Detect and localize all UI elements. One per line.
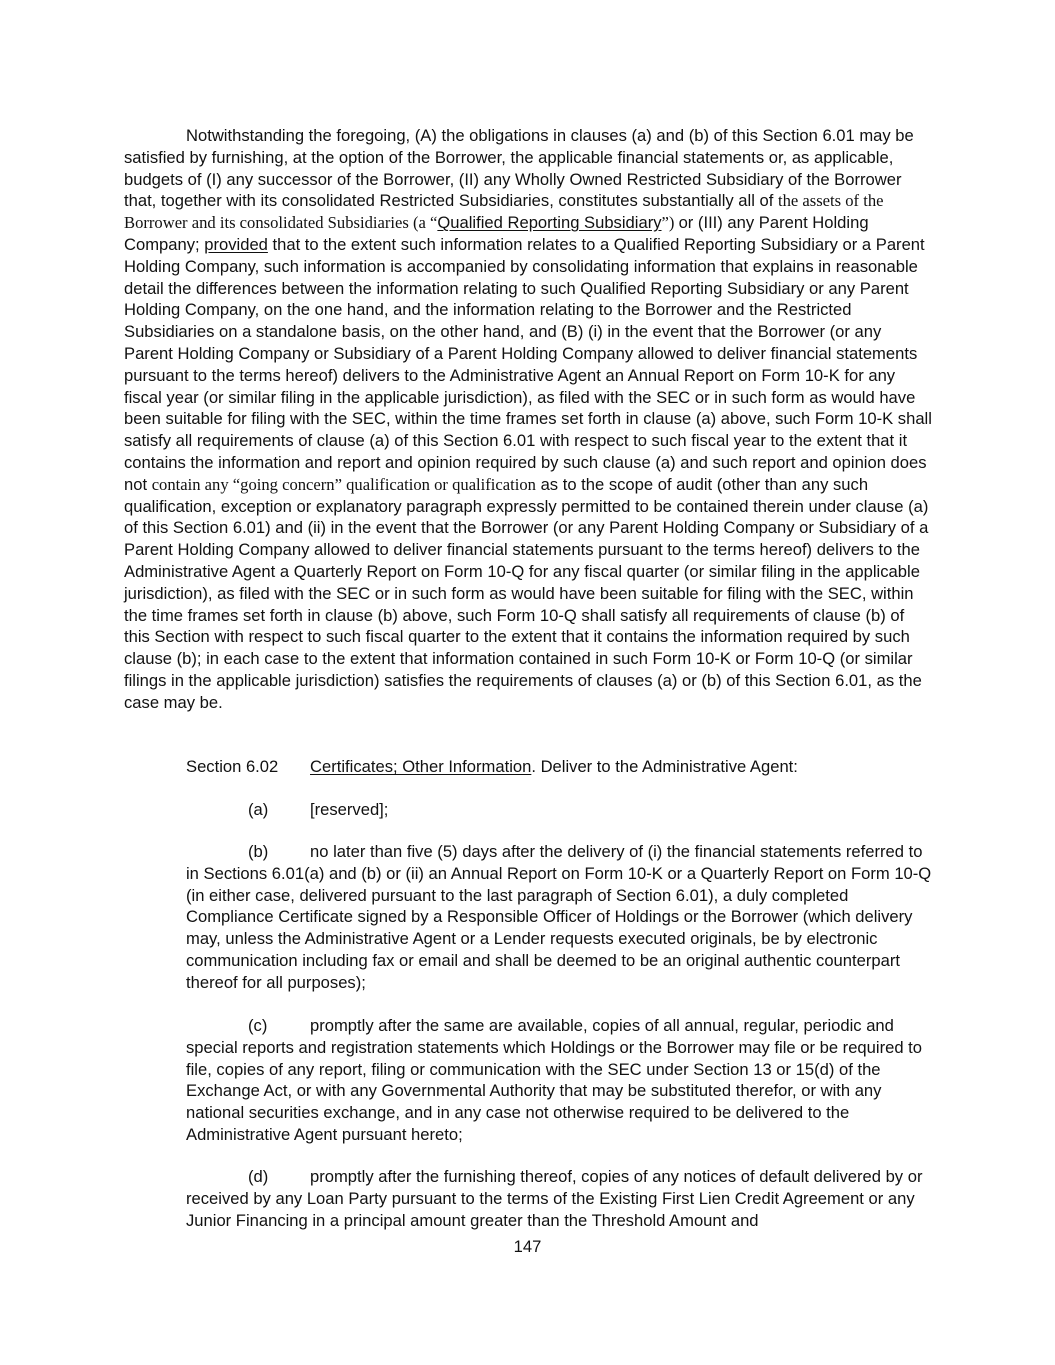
section-number: Section 6.02 xyxy=(186,757,279,776)
section-heading xyxy=(186,756,798,778)
defined-term-provided: provided xyxy=(204,234,268,254)
clause-d-label: (d) xyxy=(248,1167,269,1186)
clause-c xyxy=(186,1015,932,1146)
clause-c-label: (c) xyxy=(248,1016,268,1035)
defined-term-qualified-reporting-subsidiary: Qualified Reporting Subsidiary xyxy=(437,213,662,233)
clause-b-label: (b) xyxy=(248,842,269,861)
section-title: Certificates; Other Information xyxy=(310,757,532,776)
clause-b xyxy=(186,841,932,994)
paragraph-notwithstanding xyxy=(124,125,932,714)
clause-a xyxy=(186,799,932,821)
clause-d xyxy=(186,1166,932,1231)
paragraph-text-5: that to the extent such information relates to a Qualified Reporting Subsidiary or a Parent Holding Company, such information is accompanied by consolidating information that explains in reasonable detail the differences between the information relating to such Qualified Reporting Subsidiary or any Parent Holding Company, on the one hand, and the information relating to the Borrower and the Restricted Subsidiaries on a standalone basis, on the other hand, and (B) (i) in the event that the Borrower (or any Parent Holding Company or Subsidiary of a Parent Holding Company allowed to deliver financial statements pursuant to the terms hereof) delivers to the Administrative Agent an Annual Report on Form 10-K for any fiscal year (or similar filing in the applicable jurisdiction), as filed with the SEC or in such form as would have been suitable for filing with the SEC, within the time frames set forth in clause (a) above, such Form 10-K shall satisfy all requirements of clause (a) of this Section 6.01 with respect to such fiscal year to the extent that it contains the information and report and opinion required by such clause (a) and such report and opinion does not xyxy=(124,234,932,494)
paragraph-text-7: as to the scope of audit (other than any such qualification, exception or explanatory paragraph expressly permitted to be contained therein under clause (a) of this Section 6.01) and (ii) in the event that the Borrower (or any Parent Holding Company or Subsidiary of a Parent Holding Company allowed to deliver financial statements pursuant to the terms hereof) delivers to the Administrative Agent a Quarterly Report on Form 10-Q for any fiscal quarter (or similar filing in the applicable jurisdiction), as filed with the SEC or in such form as would have been suitable for filing with the SEC, within the time frames set forth in clause (b) above, such Form 10-Q shall satisfy all requirements of clause (b) of this Section with respect to such fiscal quarter to the extent that it contains the information required by such clause (b); in each case to the extent that information contained in such Form 10-K or Form 10-Q (or similar filings in the applicable jurisdiction) satisfies the requirements of clauses (a) or (b) of this Section 6.01, as the case may be. xyxy=(124,474,929,712)
clause-c-text: promptly after the same are available, copies of all annual, regular, periodic and special reports and registration statements which Holdings or the Borrower may file or be required to file, copies of any report, filing or communication with the SEC under Section 13 or 15(d) of the Exchange Act, or with any Governmental Authority that may be substituted therefor, or with any national securities exchange, and in any case not otherwise required to be delivered to the Administrative Agent pursuant hereto; xyxy=(186,1016,923,1144)
page-number: 147 xyxy=(513,1237,542,1256)
clause-b-text: no later than five (5) days after the delivery of (i) the financial statements referred to in Sections 6.01(a) and (b) or (ii) an Annual Report on Form 10-K or a Quarterly Report on Form 10-Q (in either case, delivered pursuant to the last paragraph of Section 6.01), a duly completed Compliance Certificate signed by a Responsible Officer of Holdings or the Borrower (which delivery may, unless the Administrative Agent or a Lender requests executed originals, be by electronic communication including fax or email and shall be deemed to be an original authentic counterpart thereof for all purposes); xyxy=(186,842,932,992)
paragraph-text-2: the assets of the Borrower and its consolidated Subsidiaries (a “ xyxy=(124,191,884,233)
paragraph-text-1: Notwithstanding the foregoing, (A) the obligations in clauses (a) and (b) of this Section 6.01 may be satisfied by furnishing, at the option of the Borrower, the applicable financial statements or, as applicable, budgets of (I) any successor of the Borrower, (II) any Wholly Owned Restricted Subsidiary of the Borrower that, together with its consolidated Restricted Subsidiaries, constitutes substantially all of xyxy=(124,126,914,211)
section-intro: . Deliver to the Administrative Agent: xyxy=(531,757,798,776)
paragraph-text-3: ”) xyxy=(661,213,679,233)
paragraph-text-4: or (III) any Parent Holding Company; xyxy=(124,213,869,254)
clause-a-label: (a) xyxy=(248,800,269,819)
clause-a-text: [reserved]; xyxy=(310,800,389,819)
paragraph-text-6: contain any “going concern” qualification or qualification xyxy=(151,474,536,494)
clause-d-text: promptly after the furnishing thereof, copies of any notices of default delivered by or received by any Loan Party pursuant to the terms of the Existing First Lien Credit Agreement or any Junior Financing in a principal amount greater than the Threshold Amount and xyxy=(186,1167,923,1230)
